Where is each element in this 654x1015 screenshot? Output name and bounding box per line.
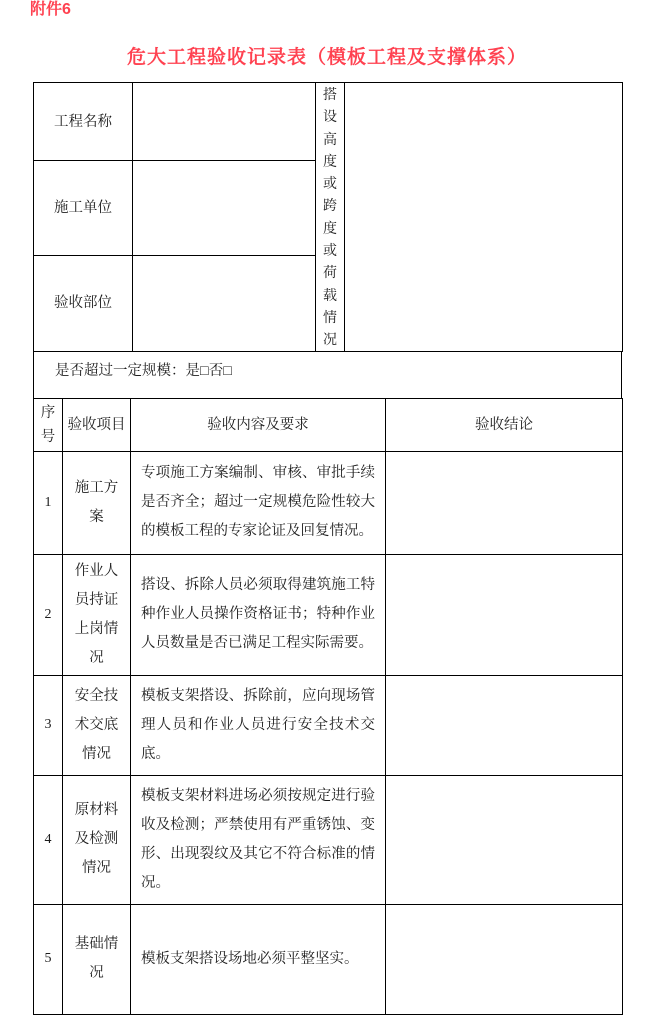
- erection-height-span-load-value: [345, 83, 623, 352]
- item-name: 安全技术交底情况: [63, 675, 131, 775]
- row-number: 1: [34, 451, 63, 554]
- row-number: 2: [34, 554, 63, 675]
- acceptance-form-table: [33, 82, 622, 1015]
- row-number: 3: [34, 675, 63, 775]
- table-row: [34, 675, 623, 775]
- item-requirements: 模板支架材料进场必须按规定进行验收及检测；严禁使用有严重锈蚀、变形、出现裂纹及其它不符合标准的情况。: [131, 775, 386, 904]
- project-name-label: 工程名称: [34, 83, 133, 161]
- construction-unit-value: [133, 161, 316, 256]
- acceptance-part-label: 验收部位: [34, 256, 133, 351]
- table-header-row: [34, 398, 623, 451]
- table-row: [34, 775, 623, 904]
- item-requirements: 模板支架搭设、拆除前，应向现场管理人员和作业人员进行安全技术交底。: [131, 675, 386, 775]
- project-name-value: [133, 83, 316, 161]
- vertical-header-text: 搭设高度或跨度或荷载情况: [323, 86, 337, 348]
- item-name: 施工方案: [63, 451, 131, 554]
- table-row: [34, 554, 623, 675]
- table-row: [34, 83, 623, 161]
- item-conclusion: [386, 675, 623, 775]
- item-conclusion: [386, 554, 623, 675]
- exceed-scale-question: 是否超过一定规模：是□否□: [34, 351, 622, 398]
- project-info-table: [33, 82, 623, 352]
- item-conclusion: [386, 451, 623, 554]
- table-row: [34, 451, 623, 554]
- column-header-no: 序号: [34, 398, 63, 451]
- item-name: 作业人员持证上岗情况: [63, 554, 131, 675]
- attachment-label: 附件6: [30, 1, 71, 18]
- column-header-item: 验收项目: [63, 398, 131, 451]
- acceptance-part-value: [133, 256, 316, 351]
- item-conclusion: [386, 904, 623, 1014]
- item-name: 基础情况: [63, 904, 131, 1014]
- item-requirements: 专项施工方案编制、审核、审批手续是否齐全；超过一定规模危险性较大的模板工程的专家论证及回复情况。: [131, 451, 386, 554]
- table-row: [34, 351, 622, 398]
- erection-height-span-load-header: [316, 83, 345, 352]
- item-requirements: 模板支架搭设场地必须平整坚实。: [131, 904, 386, 1014]
- construction-unit-label: 施工单位: [34, 161, 133, 256]
- page-title: 危大工程验收记录表（模板工程及支撑体系）: [126, 47, 527, 68]
- row-number: 5: [34, 904, 63, 1014]
- item-requirements: 搭设、拆除人员必须取得建筑施工特种作业人员操作资格证书；特种作业人员数量是否已满足工程实际需要。: [131, 554, 386, 675]
- column-header-content: 验收内容及要求: [131, 398, 386, 451]
- scale-question-table: [33, 351, 622, 399]
- row-number: 4: [34, 775, 63, 904]
- checklist-table: [33, 398, 623, 1015]
- item-name: 原材料及检测情况: [63, 775, 131, 904]
- table-row: [34, 904, 623, 1014]
- item-conclusion: [386, 775, 623, 904]
- column-header-conclusion: 验收结论: [386, 398, 623, 451]
